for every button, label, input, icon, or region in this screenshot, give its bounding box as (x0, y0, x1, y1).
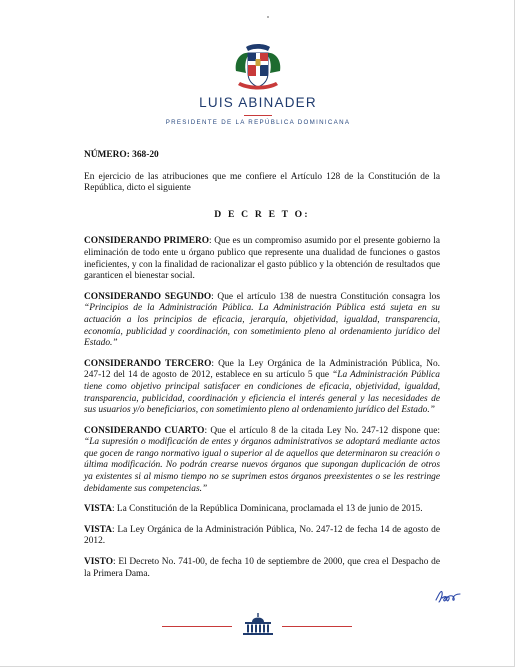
considerando-quote: “Principios de la Administración Pública. La Administración Pública está sujeta en su actuación a los principios de eficacia, jerarquía, objetividad, igualdad, transparencia, economía, publicidad y coordinación, con sometimiento pleno al ordenamiento jurídico del Estado.” (84, 303, 440, 349)
considerando-label: CONSIDERANDO PRIMERO (84, 236, 210, 247)
considerando-quote: “La Administración Pública tiene como objetivo principal satisfacer en condiciones de eficacia, objetividad, igualdad, transparencia, publicidad, coordinación y eficiencia el interés general y las necesidades de sus usuarios y/o beneficiarios, con sometimiento pleno al ordenamiento jurídico del Estado.” (84, 370, 440, 416)
considerando-label: CONSIDERANDO TERCERO (84, 358, 212, 369)
vista-label: VISTA (84, 524, 112, 535)
considerando-text: : Que el artículo 138 de nuestra Constitución consagra los (211, 291, 440, 302)
considerando-text: : Que es un compromiso asumido por el presente gobierno la eliminación de todo ente u órgano publico que represente una dualidad de funciones o gastos ineficientes, y con la finalidad de racionalizar el gasto público y la obtención de resultados que garanticen el bienestar social. (84, 236, 441, 282)
decree-number: NÚMERO: 368-20 (84, 150, 159, 160)
footer-divider-right (282, 626, 352, 627)
vista-text: : El Decreto No. 741-00, de fecha 10 de septiembre de 2000, que crea el Despacho de la Primera Dama. (84, 557, 440, 579)
vista-paragraph (84, 557, 440, 580)
considerando-paragraph (84, 359, 440, 417)
considerando-text: : Que la Ley Orgánica de la Administración Pública, No. 247-12 del 14 de agosto de 2012, establece en su artículo 5 que (84, 358, 440, 381)
vista-label: VISTO (84, 557, 114, 568)
issuer-name: LUIS ABINADER (199, 95, 317, 110)
considerando-paragraph (84, 236, 440, 282)
considerando-quote: “La supresión o modificación de entes y órganos administrativos se adoptará mediante actos que gocen de rango normativo igual o superior al de aquellos que determinaron su creación o última modificación. No podrán crearse nuevos órganos que supongan duplicación de otros ya existentes si al mismo tiempo no se suprimen estos órganos preexistentes o se les restringe debidamente sus competencias.” (84, 437, 440, 494)
considerando-paragraph (84, 292, 440, 350)
considerando-paragraph (84, 426, 440, 496)
vista-paragraph (84, 504, 440, 516)
intro-paragraph: En ejercicio de las atribuciones que me confiere el Artículo 128 de la Constitución de la República, dicto el siguiente (84, 171, 440, 194)
page-marker-dot (267, 16, 269, 18)
coat-of-arms-icon (230, 43, 286, 93)
vista-label: VISTA (84, 504, 112, 515)
footer-divider-left (162, 626, 232, 627)
considerando-label: CONSIDERANDO CUARTO (84, 425, 205, 436)
vista-text: : La Constitución de la República Dominicana, proclamada el 13 de junio de 2015. (111, 504, 423, 515)
considerando-label: CONSIDERANDO SEGUNDO (84, 291, 212, 302)
initials-signature (433, 586, 463, 606)
decree-title: D E C R E T O: (214, 208, 310, 220)
considerando-text: : Que el artículo 8 de la citada Ley No. 247-12 dispone que: (204, 425, 440, 436)
header-divider (244, 115, 272, 116)
document-body (84, 150, 440, 589)
vista-text: : La Ley Orgánica de la Administración Pública, No. 247-12 de fecha 14 de agosto de 2012. (84, 524, 440, 547)
vista-paragraph (84, 525, 440, 548)
national-palace-icon (240, 612, 276, 636)
issuer-title: PRESIDENTE DE LA REPÚBLICA DOMINICANA (165, 119, 351, 126)
